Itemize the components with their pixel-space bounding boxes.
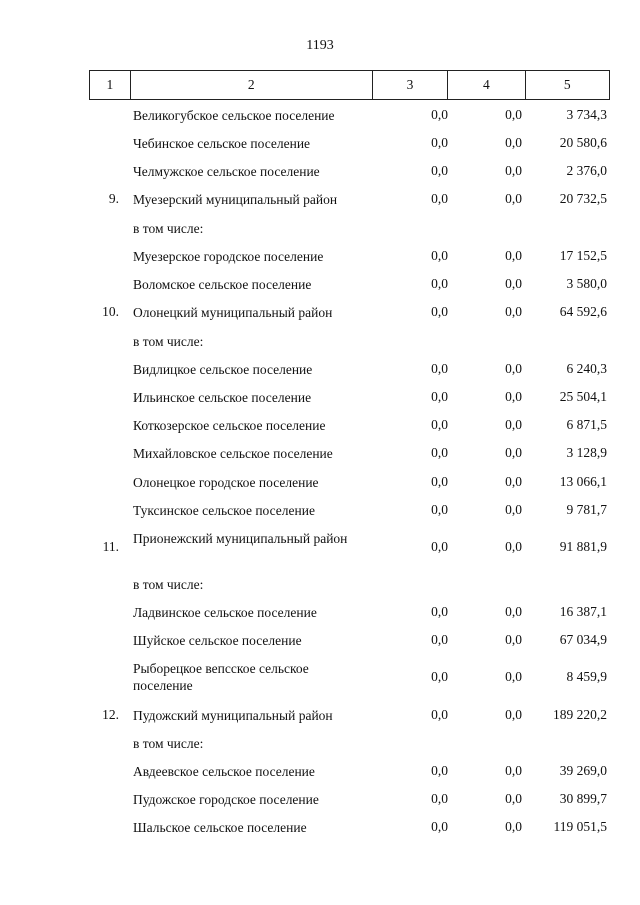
column-header-1: 1 (90, 71, 131, 100)
table-row (0, 301, 640, 329)
col-5-value: 9 781,7 (566, 502, 607, 517)
row-name: Олонецкое городское поселение (133, 475, 319, 490)
table-row (0, 471, 640, 499)
table-row (0, 573, 640, 601)
row-name: Коткозерское сельское поселение (133, 418, 326, 433)
col-4-value: 0,0 (505, 502, 522, 517)
col-5-value: 3 734,3 (566, 107, 607, 122)
table-row (0, 104, 640, 132)
col-3-value: 0,0 (431, 191, 448, 206)
col-5-value: 119 051,5 (553, 819, 607, 834)
table-row (0, 732, 640, 760)
table-row (0, 386, 640, 414)
row-name: Ильинское сельское поселение (133, 390, 312, 405)
col-5-value: 25 504,1 (559, 389, 607, 404)
column-header-4: 4 (448, 71, 525, 100)
col-4-value: 0,0 (505, 819, 522, 834)
row-name: в том числе: (133, 221, 204, 236)
col-4-value: 0,0 (505, 791, 522, 806)
row-name: Пудожское городское поселение (133, 792, 319, 807)
row-name: Чебинское сельское поселение (133, 136, 311, 151)
column-header-5: 5 (525, 71, 609, 100)
col-4-value: 0,0 (505, 304, 522, 319)
col-4-value: 0,0 (505, 707, 522, 722)
column-header-row (90, 71, 610, 100)
col-3-value: 0,0 (431, 474, 448, 489)
col-3-value: 0,0 (431, 539, 448, 554)
table-row (0, 760, 640, 788)
table-row (0, 273, 640, 301)
row-name: Прионежский муниципальный район (133, 531, 348, 546)
table-row (0, 188, 640, 216)
col-5-value: 64 592,6 (559, 304, 607, 319)
col-5-value: 67 034,9 (559, 632, 607, 647)
col-3-value: 0,0 (431, 669, 448, 684)
col-4-value: 0,0 (505, 361, 522, 376)
col-3-value: 0,0 (431, 361, 448, 376)
col-5-value: 16 387,1 (559, 604, 607, 619)
col-5-value: 3 580,0 (566, 276, 607, 291)
col-3-value: 0,0 (431, 707, 448, 722)
row-name: Пудожский муниципальный район (133, 708, 333, 723)
row-number: 10. (102, 304, 119, 319)
table-row (0, 160, 640, 188)
row-name: Великогубское сельское поселение (133, 108, 335, 123)
table-row (0, 414, 640, 442)
col-5-value: 39 269,0 (559, 763, 607, 778)
col-5-value: 91 881,9 (559, 539, 607, 554)
row-name: Авдеевское сельское поселение (133, 764, 315, 779)
table-row (0, 442, 640, 470)
table-row (0, 132, 640, 160)
col-3-value: 0,0 (431, 763, 448, 778)
row-name: Шуйское сельское поселение (133, 633, 302, 648)
row-name: Муезерский муниципальный район (133, 192, 338, 207)
column-header-table (89, 70, 610, 100)
column-header-2: 2 (130, 71, 372, 100)
col-3-value: 0,0 (431, 604, 448, 619)
col-4-value: 0,0 (505, 163, 522, 178)
row-name: Видлицкое сельское поселение (133, 362, 313, 377)
col-3-value: 0,0 (431, 248, 448, 263)
col-3-value: 0,0 (431, 389, 448, 404)
table-row (0, 330, 640, 358)
col-5-value: 3 128,9 (566, 445, 607, 460)
col-4-value: 0,0 (505, 389, 522, 404)
table-row (0, 629, 640, 657)
col-5-value: 189 220,2 (553, 707, 607, 722)
col-4-value: 0,0 (505, 604, 522, 619)
col-4-value: 0,0 (505, 417, 522, 432)
col-4-value: 0,0 (505, 276, 522, 291)
col-5-value: 17 152,5 (559, 248, 607, 263)
table-row (0, 657, 640, 703)
col-3-value: 0,0 (431, 417, 448, 432)
col-3-value: 0,0 (431, 107, 448, 122)
table-row (0, 788, 640, 816)
table-row (0, 816, 640, 844)
row-name: в том числе: (133, 577, 204, 592)
col-4-value: 0,0 (505, 135, 522, 150)
col-3-value: 0,0 (431, 304, 448, 319)
col-3-value: 0,0 (431, 135, 448, 150)
table-row (0, 358, 640, 386)
col-5-value: 30 899,7 (559, 791, 607, 806)
col-5-value: 6 240,3 (566, 361, 607, 376)
col-4-value: 0,0 (505, 107, 522, 122)
row-name: Ладвинское сельское поселение (133, 605, 317, 620)
table-row (0, 217, 640, 245)
table-row (0, 704, 640, 732)
column-header-3: 3 (372, 71, 447, 100)
row-name: в том числе: (133, 334, 204, 349)
table-row (0, 245, 640, 273)
col-3-value: 0,0 (431, 632, 448, 647)
col-3-value: 0,0 (431, 163, 448, 178)
col-4-value: 0,0 (505, 474, 522, 489)
col-4-value: 0,0 (505, 248, 522, 263)
row-name: Воломское сельское поселение (133, 277, 312, 292)
col-3-value: 0,0 (431, 445, 448, 460)
col-4-value: 0,0 (505, 445, 522, 460)
col-5-value: 13 066,1 (559, 474, 607, 489)
table-row (0, 499, 640, 527)
row-name: Муезерское городское поселение (133, 249, 324, 264)
page-number: 1193 (306, 38, 334, 53)
row-number: 12. (102, 707, 119, 722)
table-row (0, 527, 640, 573)
row-name: Олонецкий муниципальный район (133, 305, 333, 320)
col-3-value: 0,0 (431, 791, 448, 806)
row-name: Рыборецкое вепсское сельское поселение (133, 661, 309, 693)
col-5-value: 20 580,6 (559, 135, 607, 150)
col-4-value: 0,0 (505, 632, 522, 647)
col-3-value: 0,0 (431, 819, 448, 834)
row-number: 9. (108, 191, 119, 206)
col-5-value: 2 376,0 (566, 163, 607, 178)
row-name: Челмужское сельское поселение (133, 164, 320, 179)
col-5-value: 20 732,5 (559, 191, 607, 206)
col-3-value: 0,0 (431, 276, 448, 291)
col-4-value: 0,0 (505, 191, 522, 206)
row-name: Шальское сельское поселение (133, 820, 307, 835)
col-4-value: 0,0 (505, 669, 522, 684)
table-row (0, 601, 640, 629)
col-5-value: 6 871,5 (566, 417, 607, 432)
col-3-value: 0,0 (431, 502, 448, 517)
col-5-value: 8 459,9 (566, 669, 607, 684)
col-4-value: 0,0 (505, 763, 522, 778)
col-4-value: 0,0 (505, 539, 522, 554)
row-name: Туксинское сельское поселение (133, 503, 315, 518)
row-name: Михайловское сельское поселение (133, 446, 333, 461)
row-name: в том числе: (133, 736, 204, 751)
row-number: 11. (102, 539, 119, 554)
